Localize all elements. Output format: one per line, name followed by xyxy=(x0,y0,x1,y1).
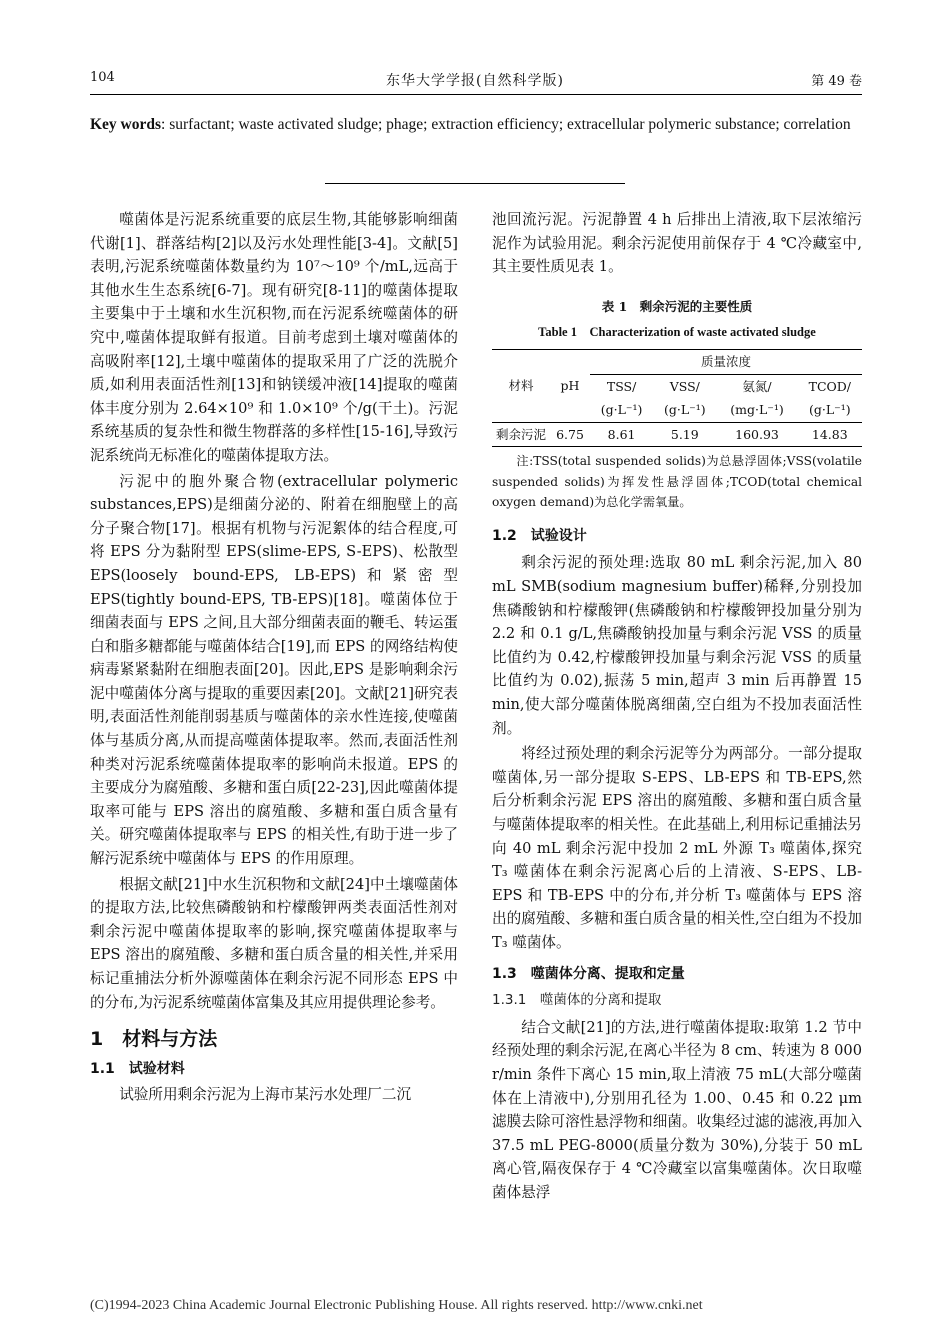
cell-tss: 8.61 xyxy=(607,426,636,442)
paragraph-intro-1: 噬菌体是污泥系统重要的底层生物,其能够影响细菌代谢[1]、群落结构[2]以及污水处理性能[3-4]。文献[5]表明,污泥系统噬菌体数量约为 10⁷～10⁹ 个/mL,远高于其他水生生态系统[6-7]。现有研究[8-11]的噬菌体提取主要集中于土壤和水生沉积物,而在污泥系统噬菌体的研究中,噬菌体提取鲜有报道。目前考虑到土壤对噬菌体的高吸附率[12],土壤中噬菌体的提取采用了广泛的洗脱介质,如利用表面活性剂[13]和钠镁缓冲液[14]提取的噬菌体丰度分别为 2.64×10⁹ 和 1.0×10⁹ 个/g(干土)。污泥系统基质的复杂性和微生物群落的多样性[15-16],导致污泥系统尚无标准化的噬菌体提取方法。 xyxy=(90,211,458,464)
header-rule xyxy=(90,94,862,95)
cell-ammonia: 160.93 xyxy=(735,426,779,442)
table-title-en: Table 1 Characterization of waste activated sludge xyxy=(538,325,816,340)
unit-tss: (g·L⁻¹) xyxy=(600,402,643,418)
keywords-text: : surfactant; waste activated sludge; phage; extraction efficiency; extracellular polymeric substance; correlation xyxy=(161,116,851,133)
volume-label: 第 49 卷 xyxy=(811,74,862,89)
paragraph-materials: 试验所用剩余污泥为上海市某污水处理厂二沉 xyxy=(119,1086,412,1104)
header-tss: TSS/ xyxy=(606,378,637,394)
header-vss: VSS/ xyxy=(669,378,700,394)
header-mass-concentration: 质量浓度 xyxy=(590,349,862,374)
paragraph-design-1: 剩余污泥的预处理:选取 80 mL 剩余污泥,加入 80 mL SMB(sodium magnesium buffer)稀释,分别投加焦磷酸钠和柠檬酸钾(焦磷酸钠和柠檬酸钾投加量分别为 2.2 和 0.1 g/L,焦磷酸钠投加量与剩余污泥 VSS 的质量比值约为 0.42,柠檬酸钾投加量与剩余污泥 VSS 的质量比值约为 0.02),振荡 5 min,超声 3 min 后再静置 15 min,使大部分噬菌体脱离细菌,空白组为不投加表面活性剂。 xyxy=(492,554,862,737)
table-title-cn: 表 1 剩余污泥的主要性质 xyxy=(601,298,753,314)
cell-material: 剩余污泥 xyxy=(495,426,546,442)
left-column xyxy=(90,208,458,1107)
section-separator xyxy=(325,183,625,184)
journal-title: 东华大学学报(自然科学版) xyxy=(386,73,564,89)
table-note: 注:TSS(total suspended solids)为总悬浮固体;VSS(volatile suspended solids)为挥发性悬浮固体;TCOD(total chemical oxygen demand)为总化学需氧量。 xyxy=(492,454,862,510)
cell-vss: 5.19 xyxy=(670,426,699,442)
keywords xyxy=(90,112,862,137)
paragraph-intro-2: 污泥中的胞外聚合物(extracellular polymeric substances,EPS)是细菌分泌的、附着在细胞壁上的高分子聚合物[17]。根据有机物与污泥絮体的结合程度,可将 EPS 分为黏附型 EPS(slime-EPS, S-EPS)、松散型 EPS(loosely bound-EPS, LB-EPS)和紧密型 EPS(tightly bound-EPS, TB-EPS)[18]。噬菌体位于细菌表面与 EPS 之间,且大部分细菌表面的鞭毛、转运蛋白和脂多糖都能与噬菌体结合[19],而 EPS 的网络结构使病毒紧紧黏附在细胞表面[20]。因此,EPS 是影响剩余污泥中噬菌体分离与提取的重要因素[20]。文献[21]研究表明,表面活性剂能削弱基质与噬菌体的亲水性连接,使噬菌体与基质分离,从而提高噬菌体提取率。然而,表面活性剂种类对污泥系统噬菌体提取率的影响尚未报道。EPS 的主要成分为腐殖酸、多糖和蛋白质[22-23],因此噬菌体提取率可能与 EPS 溶出的腐殖酸、多糖和蛋白质含量有关。研究噬菌体提取率与 EPS 的相关性,有助于进一步了解污泥系统中噬菌体与 EPS 的作用原理。 xyxy=(90,472,458,868)
paragraph-intro-3: 根据文献[21]中水生沉积物和文献[24]中土壤噬菌体的提取方法,比较焦磷酸钠和柠檬酸钾两类表面活性剂对剩余污泥中噬菌体提取率的影响,探究噬菌体提取率与 EPS 溶出的腐殖酸、多糖和蛋白质含量的相关性,并采用标记重捕法分析外源噬菌体在剩余污泥不同形态 EPS 中的分布,为污泥系统噬菌体富集及其应用提供理论参考。 xyxy=(90,875,458,1011)
header-ph: pH xyxy=(550,349,590,422)
unit-vss: (g·L⁻¹) xyxy=(663,402,706,418)
paragraph-design-2: 将经过预处理的剩余污泥等分为两部分。一部分提取噬菌体,另一部分提取 S-EPS、LB-EPS 和 TB-EPS,然后分析剩余污泥 EPS 溶出的腐殖酸、多糖和蛋白质含量与噬菌体提取率的相关性。在此基础上,利用标记重捕法另向 40 mL 剩余污泥中投加 2 mL 外源 T₃ 噬菌体,探究 T₃ 噬菌体在剩余污泥离心后的上清液、S-EPS、LB-EPS 和 TB-EPS 中的分布,并分析 T₃ 噬菌体与 EPS 溶出的腐殖酸、多糖和蛋白质含量的相关性,空白组为不投加 T₃ 噬菌体。 xyxy=(492,745,862,951)
paragraph-materials-cont: 池回流污泥。污泥静置 4 h 后排出上清液,取下层浓缩污泥作为试验用泥。剩余污泥使用前保存于 4 ℃冷藏室中,其主要性质见表 1。 xyxy=(492,211,862,276)
table-1-block xyxy=(492,295,862,513)
sludge-properties-table xyxy=(492,349,862,447)
subsection-heading-1-1: 1.1 试验材料 xyxy=(90,1060,185,1077)
page-number: 104 xyxy=(90,70,115,85)
keywords-label: Key words xyxy=(90,116,162,133)
subsection-heading-1-3: 1.3 噬菌体分离、提取和定量 xyxy=(492,965,685,982)
copyright-footer: (C)1994-2023 China Academic Journal Electronic Publishing House. All rights reserved. http://www.cnki.net xyxy=(90,1298,703,1313)
paragraph-extraction: 结合文献[21]的方法,进行噬菌体提取:取第 1.2 节中经预处理的剩余污泥,在离心半径为 8 cm、转速为 8 000 r/min 条件下离心 15 min,取上清液 75 mL(大部分噬菌体在上清液中),分别用孔径为 1.00、0.45 和 0.22 μm 滤膜去除可溶性悬浮物和细菌。收集经过滤的滤液,再加入 37.5 mL PEG-8000(质量分数为 30%),分装于 50 mL 离心管,隔夜保存于 4 ℃冷藏室以富集噬菌体。次日取噬菌体悬浮 xyxy=(492,1018,862,1201)
unit-tcod: (g·L⁻¹) xyxy=(808,402,851,418)
table-row xyxy=(492,422,862,447)
header-ammonia: 氨氮/ xyxy=(742,378,772,394)
header-material: 材料 xyxy=(492,349,550,422)
subsection-heading-1-3-1: 1.3.1 噬菌体的分离和提取 xyxy=(492,992,662,1009)
header-tcod: TCOD/ xyxy=(808,378,851,394)
right-column xyxy=(492,208,862,1204)
unit-ammonia: (mg·L⁻¹) xyxy=(730,402,784,418)
subsection-heading-1-2: 1.2 试验设计 xyxy=(492,527,587,544)
cell-ph: 6.75 xyxy=(556,426,584,442)
cell-tcod: 14.83 xyxy=(811,426,848,442)
section-heading-1: 1 材料与方法 xyxy=(90,1028,218,1051)
